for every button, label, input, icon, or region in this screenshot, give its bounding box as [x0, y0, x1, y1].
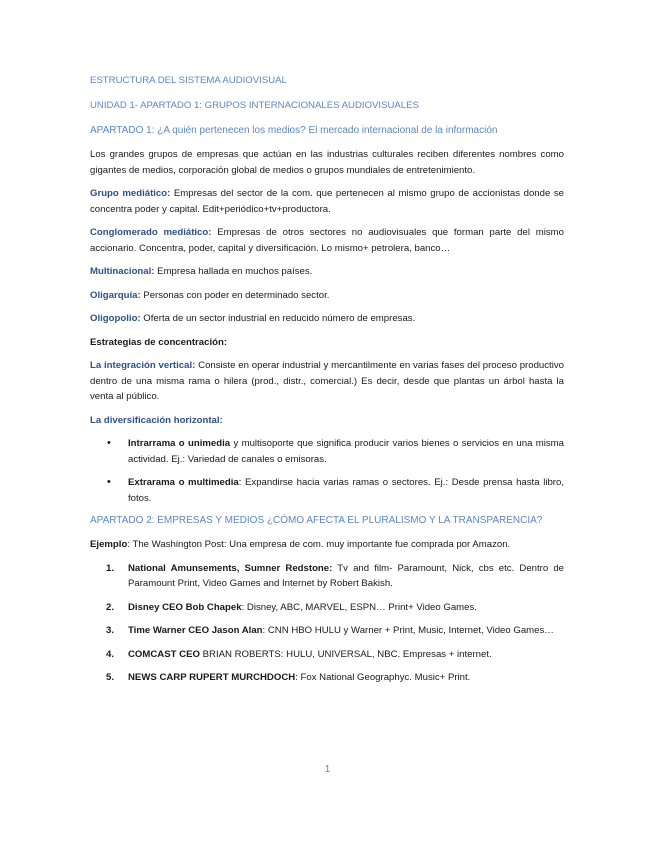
- item-text: : CNN HBO HULU y Warner + Print, Music, Internet, Video Games…: [262, 625, 554, 636]
- example-label: Ejemplo: [90, 539, 128, 550]
- numbered-list: [90, 561, 564, 686]
- unit-heading: UNIDAD 1- APARTADO 1: GRUPOS INTERNACIONALES AUDIOVISUALES: [90, 100, 419, 111]
- bullet-list: [90, 436, 564, 506]
- definition-term: La integración vertical:: [90, 360, 196, 371]
- document-title: ESTRUCTURA DEL SISTEMA AUDIOVISUAL: [90, 75, 287, 86]
- bullet-icon: •: [107, 437, 111, 449]
- item-bold: Extrarama o multimedia: [128, 477, 239, 488]
- definition-text: Empresa hallada en muchos países.: [154, 266, 313, 277]
- definition-text: Consiste en operar industrial y mercantilmente en varias fases del proceso productivo dentro de una misma rama o hilera (prod., distr., comercial.) Es decir, desde que plantas un árbol hasta la venta al público.: [90, 360, 564, 402]
- item-number: 3.: [106, 625, 115, 636]
- definition-text: Empresas del sector de la com. que pertenecen al mismo grupo de accionistas donde se concentra poder y capital. Edit+periódico+tv+productora.: [90, 188, 565, 215]
- item-text: : Fox National Geographyc. Music+ Print.: [295, 672, 471, 683]
- item-text: Tv and film- Paramount, Nick, cbs etc. Dentro de Paramount Print, Video Games and Internet by Robert Bakish.: [128, 562, 564, 589]
- item-bold: Intrarrama o unimedia: [128, 438, 231, 449]
- strategies-title: Estrategias de concentración:: [90, 336, 228, 348]
- definition-text: Personas con poder en determinado sector.: [140, 289, 330, 301]
- list-item: [90, 475, 564, 506]
- section-heading-2: APARTADO 2: EMPRESAS Y MEDIOS ¿CÓMO AFECTA EL PLURALISMO Y LA TRANSPARENCIA?: [90, 515, 543, 526]
- list-item: [90, 623, 564, 639]
- definition-text: Empresas de otros sectores no audiovisuales que forman parte del mismo accionario. Concentra, poder, capital y diversificación. Lo mismo+ petrolera, banco…: [90, 227, 564, 254]
- list-item: [90, 670, 564, 686]
- item-bold: NEWS CARP RUPERT MURCHDOCH: [128, 672, 296, 683]
- definition-grupo-mediatico: [90, 186, 564, 217]
- horizontal-title: La diversificación horizontal:: [90, 414, 223, 426]
- example-paragraph: [90, 537, 564, 553]
- example-text: : The Washington Post: Una empresa de com. muy importante fue comprada por Amazon.: [127, 539, 511, 550]
- list-item: [90, 647, 564, 663]
- definition-multinacional: [90, 264, 564, 280]
- definition-term: Oligarquía:: [90, 289, 141, 301]
- item-number: 4.: [106, 648, 115, 660]
- definition-term: Oligopolio:: [90, 313, 141, 324]
- section-heading-1: APARTADO 1: ¿A quién pertenecen los medios? El mercado internacional de la información: [90, 125, 498, 136]
- document-page: [90, 74, 564, 694]
- definition-term: Grupo mediático:: [90, 188, 171, 199]
- item-number: 2.: [106, 601, 115, 613]
- intro-paragraph: Los grandes grupos de empresas que actúan en las industrias culturales reciben diferentes nombres como gigantes de medios, corporación global de medios o grupos mundiales de entretenimiento.: [90, 149, 564, 176]
- list-item: [90, 561, 564, 592]
- item-text: : Disney, ABC, MARVEL, ESPN… Print+ Video Games.: [241, 601, 477, 613]
- item-text: y multisoporte que significa producir varios bienes o servicios en una misma actividad. Ej.: Variedad de canales o emisoras.: [128, 438, 564, 465]
- definition-oligarquia: [90, 288, 564, 304]
- definition-oligopolio: [90, 311, 564, 327]
- item-number: 5.: [106, 672, 115, 683]
- vertical-integration: [90, 358, 564, 405]
- item-text: : Expandirse hacia varias ramas o sectores. Ej.: Desde prensa hasta libro, fotos.: [128, 477, 564, 504]
- item-number: 1.: [106, 562, 115, 574]
- definition-term: Conglomerado mediático:: [90, 227, 212, 238]
- page-number: 1: [324, 764, 331, 775]
- bullet-icon: •: [107, 476, 111, 488]
- item-bold: Disney CEO Bob Chapek: [128, 601, 242, 613]
- definition-conglomerado: [90, 225, 564, 256]
- item-text: BRIAN ROBERTS: HULU, UNIVERSAL, NBC. Empresas + internet.: [199, 648, 492, 660]
- item-bold: COMCAST CEO: [128, 648, 200, 660]
- list-item: [90, 600, 564, 616]
- item-bold: National Amunsements, Sumner Redstone:: [128, 562, 333, 574]
- list-item: [90, 436, 564, 467]
- item-bold: Time Warner CEO Jason Alan: [128, 625, 263, 636]
- definition-term: Multinacional:: [90, 266, 155, 277]
- definition-text: Oferta de un sector industrial en reducido número de empresas.: [140, 313, 416, 324]
